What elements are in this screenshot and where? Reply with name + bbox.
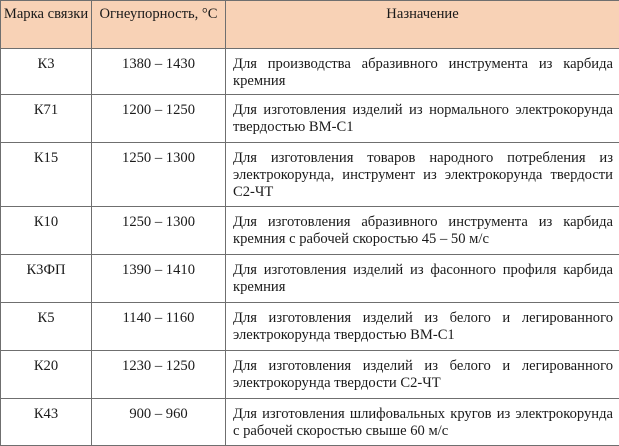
cell-refractoriness: 1140 – 1160 [92,303,226,351]
table-row [1,95,619,143]
cell-refractoriness: 1250 – 1300 [92,207,226,255]
table-row [1,351,619,399]
table-row [1,207,619,255]
cell-purpose: Для изготовления изделий из белого и легированного электрокорунда твердости С2-ЧТ [226,351,619,399]
cell-refractoriness: 1200 – 1250 [92,95,226,143]
cell-purpose: Для изготовления изделий из фасонного профиля карбида кремния [226,255,619,303]
cell-grade: К15 [1,143,92,207]
cell-grade: К5 [1,303,92,351]
cell-purpose: Для изготовления абразивного инструмента из карбида кремния с рабочей скоростью 45 – 50 м/с [226,207,619,255]
cell-refractoriness: 1230 – 1250 [92,351,226,399]
table-row [1,143,619,207]
cell-purpose: Для изготовления изделий из нормального электрокорунда твердостью ВМ-С1 [226,95,619,143]
cell-grade: К10 [1,207,92,255]
cell-purpose: Для изготовления шлифовальных кругов из электрокорунда с рабочей скоростью свыше 60 м/с [226,399,619,446]
cell-grade: К20 [1,351,92,399]
cell-grade: К3ФП [1,255,92,303]
cell-grade: К3 [1,49,92,95]
table-row [1,303,619,351]
header-grade: Марка связки [1,1,92,49]
cell-purpose: Для изготовления изделий из белого и легированного электрокорунда твердостью ВМ-С1 [226,303,619,351]
cell-purpose: Для производства абразивного инструмента из карбида кремния [226,49,619,95]
table-body [1,49,619,446]
header-refractoriness: Огнеупорность, °С [92,1,226,49]
table-row [1,399,619,446]
cell-purpose: Для изготовления товаров народного потребления из электрокорунда, инструмент из электрокорунда твердости С2-ЧТ [226,143,619,207]
table-row [1,49,619,95]
cell-refractoriness: 1250 – 1300 [92,143,226,207]
cell-grade: К43 [1,399,92,446]
cell-refractoriness: 1390 – 1410 [92,255,226,303]
header-row [1,1,619,49]
cell-refractoriness: 900 – 960 [92,399,226,446]
cell-refractoriness: 1380 – 1430 [92,49,226,95]
table-header [1,1,619,49]
cell-grade: К71 [1,95,92,143]
table-row [1,255,619,303]
header-purpose: Назначение [226,1,619,49]
